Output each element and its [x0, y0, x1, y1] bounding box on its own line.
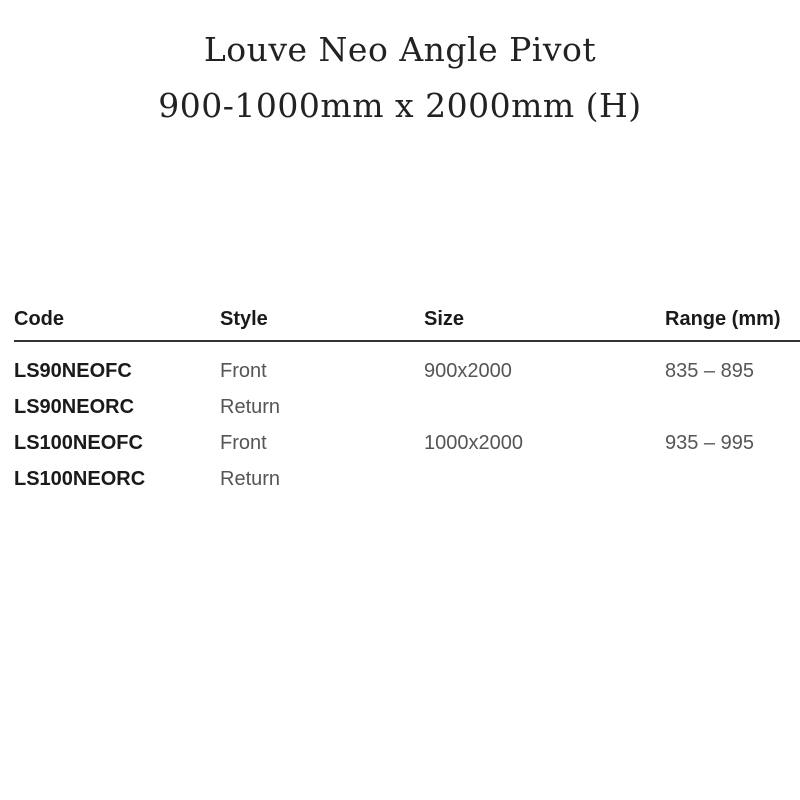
- table-row: [14, 462, 800, 498]
- table-header: [14, 304, 800, 342]
- header-style: Style: [220, 308, 268, 330]
- page-subtitle: 900-1000mm x 2000mm (H): [158, 86, 642, 125]
- cell-range: 835 – 895: [665, 360, 754, 382]
- cell-code: LS90NEOFC: [14, 360, 132, 382]
- cell-style: Front: [220, 432, 267, 454]
- cell-code: LS100NEOFC: [14, 432, 143, 454]
- table-row: [14, 426, 800, 462]
- cell-style: Return: [220, 396, 281, 418]
- cell-style: Return: [220, 468, 281, 490]
- cell-code: LS90NEORC: [14, 396, 135, 418]
- page-title: Louve Neo Angle Pivot: [203, 30, 597, 69]
- header-range: Range (mm): [665, 308, 781, 330]
- header-size: Size: [424, 308, 465, 330]
- table-row: [14, 354, 800, 390]
- cell-code: LS100NEORC: [14, 468, 146, 490]
- cell-range: 935 – 995: [665, 432, 754, 454]
- cell-size: 1000x2000: [424, 432, 523, 454]
- table-row: [14, 390, 800, 426]
- cell-size: 900x2000: [424, 360, 512, 382]
- cell-style: Front: [220, 360, 267, 382]
- spec-table: [14, 304, 800, 498]
- header-code: Code: [14, 308, 64, 330]
